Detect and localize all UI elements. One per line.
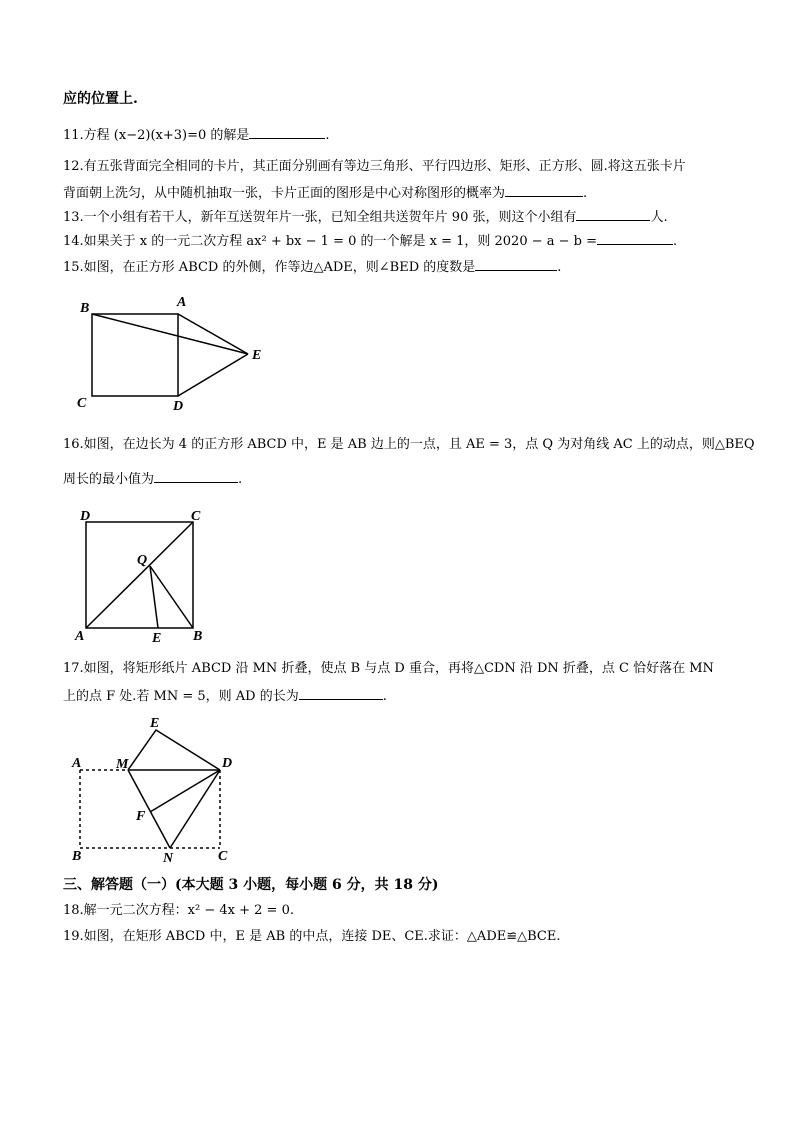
question-17-line2-text: 上的点 F 处.若 MN = 5，则 AD 的长为	[63, 689, 299, 704]
question-13-tail: 人.	[650, 210, 668, 225]
fig17-label-a: A	[72, 756, 82, 771]
fig15-segment-de	[178, 354, 248, 396]
fig15-label-b: B	[80, 301, 90, 316]
fig17-label-m: M	[116, 757, 129, 772]
fig16-diagonal-ac	[86, 522, 193, 628]
section-3-heading: 三、解答题（一）(本大题 3 小题，每小题 6 分，共 18 分)	[63, 877, 439, 893]
continuation-text: 应的位置上.	[63, 91, 138, 107]
fig17-dashed-rectangle	[80, 770, 220, 848]
fig16-label-d: D	[80, 509, 91, 524]
question-14-tail: .	[673, 234, 678, 249]
fig17-label-d: D	[222, 756, 233, 771]
fig16-label-b: B	[193, 629, 203, 644]
question-13-text: 13.一个小组有若干人，新年互送贺年片一张，已知全组共送贺年片 90 张，则这个小组有	[63, 210, 577, 225]
question-12-tail: .	[583, 186, 588, 201]
fig15-segment-be	[92, 314, 248, 354]
fig17-segment-dn	[170, 770, 220, 848]
fig16-label-e: E	[152, 631, 162, 646]
fig16-label-c: C	[191, 509, 201, 524]
fig17-label-e: E	[150, 716, 160, 731]
question-16-line2-text: 周长的最小值为	[63, 472, 155, 487]
figure-16	[86, 522, 193, 628]
question-17-tail: .	[382, 689, 387, 704]
figure-15	[92, 314, 248, 396]
question-14-text: 14.如果关于 x 的一元二次方程 ax² + bx − 1 = 0 的一个解是 x = 1，则 2020 − a − b =	[63, 234, 598, 249]
question-15-text: 15.如图，在正方形 ABCD 的外侧，作等边△ADE，则∠BED 的度数是	[63, 260, 476, 275]
question-15-tail: .	[557, 260, 562, 275]
question-12-line2-text: 背面朝上洗匀，从中随机抽取一张，卡片正面的图形是中心对称图形的概率为	[63, 186, 506, 201]
figure-17	[80, 730, 220, 848]
question-16-line1: 16.如图，在边长为 4 的正方形 ABCD 中，E 是 AB 边上的一点，且 AE = 3，点 Q 为对角线 AC 上的动点，则△BEQ	[63, 437, 755, 452]
fig17-folded-flap	[128, 730, 220, 770]
question-11-tail: .	[325, 128, 330, 143]
fig15-label-c: C	[77, 396, 87, 411]
question-16-tail: .	[238, 472, 243, 487]
question-12-line1: 12.有五张背面完全相同的卡片，其正面分别画有等边三角形、平行四边形、矩形、正方形、圆.将这五张卡片	[63, 159, 686, 174]
fig15-label-d: D	[173, 399, 184, 414]
fig17-segment-mn	[128, 770, 170, 848]
fig15-segment-ae	[178, 314, 248, 354]
question-18: 18.解一元二次方程：x² − 4x + 2 = 0.	[63, 903, 294, 918]
question-19: 19.如图，在矩形 ABCD 中，E 是 AB 的中点，连接 DE、CE.求证：△ADE≌△BCE.	[63, 929, 561, 944]
fig17-segment-df	[150, 770, 220, 812]
fig17-label-c: C	[218, 849, 228, 864]
fig17-label-n: N	[163, 851, 174, 866]
fig16-label-q: Q	[137, 553, 148, 568]
fig15-label-e: E	[252, 348, 262, 363]
fig16-label-a: A	[75, 629, 85, 644]
fig17-label-f: F	[136, 809, 146, 824]
question-17-line1: 17.如图，将矩形纸片 ABCD 沿 MN 折叠，使点 B 与点 D 重合，再将△CDN 沿 DN 折叠，点 C 恰好落在 MN	[63, 661, 714, 676]
fig15-label-a: A	[177, 295, 187, 310]
fig15-square	[92, 314, 178, 396]
question-11-text: 11.方程 (x−2)(x+3)=0 的解是	[63, 128, 250, 143]
fig17-label-b: B	[72, 849, 82, 864]
